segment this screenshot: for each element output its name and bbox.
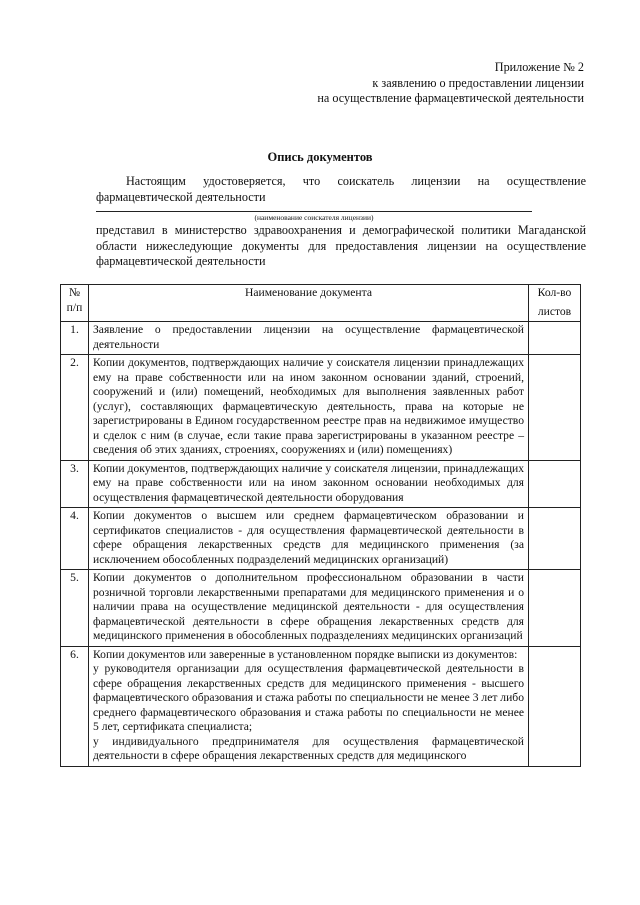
row-document-name: Копии документов, подтверждающих наличие у соискателя лицензии принадлежащих ему на праве собственности или на ином законном основании зданий, строений, сооружений и (или) помещений, необходимых для выполнения заявленных работ (услуг), составляющих фармацевтическую деятельность, права на которые не зарегистрированы в Едином государственном реестре прав на недвижимое имущество и сделок с ним (в случае, если такие права зарегистрированы в указанном реестре – сведения об этих зданиях, строениях, сооружениях и (или) помещениях) <box>89 355 529 461</box>
row-number: 6. <box>61 646 89 766</box>
row-sheet-count <box>529 570 581 647</box>
table-row <box>61 355 581 461</box>
intro-paragraph: Настоящим удостоверяется, что соискатель лицензии на осуществление фармацевтической деятельности <box>96 174 586 204</box>
row-sheet-count <box>529 460 581 508</box>
appendix-subject: на осуществление фармацевтической деятельности <box>317 91 584 105</box>
table-header-row <box>61 285 581 322</box>
table-row <box>61 460 581 508</box>
column-header-sheets-line2: листов <box>537 304 572 318</box>
row-document-name: Копии документов о дополнительном профессиональном образовании в части розничной торговли лекарственными препаратами для медицинского применения и о наличии права на осуществление медицинской деятельности - для осуществления фармацевтической деятельности в сфере обращения лекарственных средств для медицинского применения в обособленных подразделениях медицинских организаций <box>89 570 529 647</box>
row-document-name: Копии документов, подтверждающих наличие у соискателя лицензии, принадлежащих ему на праве собственности или на ином законном основании необходимых для осуществления фармацевтической деятельности оборудования <box>89 460 529 508</box>
row-document-name: Заявление о предоставлении лицензии на осуществление фармацевтической деятельности <box>89 322 529 355</box>
applicant-name-caption: (наименование соискателя лицензии) <box>254 213 374 222</box>
row-number: 2. <box>61 355 89 461</box>
row-sheet-count <box>529 322 581 355</box>
column-header-sheets-line1: Кол-во <box>537 286 572 299</box>
column-header-number-line2: п/п <box>66 300 83 314</box>
row-document-intro: Копии документов или заверенные в установленном порядке выписки из документов: <box>93 647 518 661</box>
appendix-number: Приложение № 2 <box>494 60 584 74</box>
document-title: Опись документов <box>267 150 373 164</box>
table-row <box>61 646 581 766</box>
body-paragraph: представил в министерство здравоохранения и демографической политики Магаданской области нижеследующие документы для предоставления лицензии на осуществление фармацевтической деятельности <box>96 223 586 268</box>
column-header-number <box>61 285 89 322</box>
documents-table <box>60 284 581 767</box>
row-document-name: Копии документов о высшем или среднем фармацевтическом образовании и сертификатов специалистов - для осуществления фармацевтической деятельности в сфере обращения лекарственных средств для медицинского применения (за исключением обособленных подразделений медицинских организаций) <box>89 508 529 570</box>
row-sheet-count <box>529 355 581 461</box>
table-row <box>61 570 581 647</box>
row-document-head-requirements: у руководителя организации для осуществления фармацевтической деятельности в сфере обращения лекарственных средств для медицинского применения - высшего фармацевтического образования и стажа работы по специальности не менее 3 лет либо среднего фармацевтического образования и стажа работы по специальности не менее 5 лет, сертификата специалиста; <box>93 662 524 733</box>
row-document-name <box>89 646 529 766</box>
table-row <box>61 508 581 570</box>
appendix-header <box>317 60 584 107</box>
row-number: 1. <box>61 322 89 355</box>
applicant-name-line <box>96 211 532 212</box>
row-sheet-count <box>529 646 581 766</box>
column-header-document: Наименование документа <box>89 285 529 322</box>
row-number: 5. <box>61 570 89 647</box>
row-number: 3. <box>61 460 89 508</box>
column-header-number-line1: № <box>68 286 81 299</box>
column-header-sheets <box>529 285 581 322</box>
row-number: 4. <box>61 508 89 570</box>
table-row <box>61 322 581 355</box>
appendix-reference: к заявлению о предоставлении лицензии <box>372 75 584 90</box>
row-document-entrepreneur-requirements: у индивидуального предпринимателя для осуществления фармацевтической деятельности в сфере обращения лекарственных средств для медицинского <box>93 734 524 762</box>
row-sheet-count <box>529 508 581 570</box>
